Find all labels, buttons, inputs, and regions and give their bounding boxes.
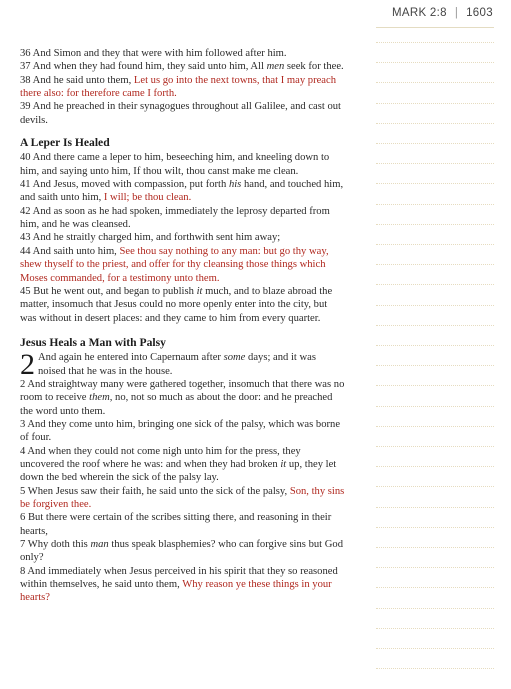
verse bbox=[20, 245, 345, 285]
verse-text: no, not so much as about the door: and he preached the word unto them. bbox=[20, 392, 333, 417]
verse-number: 7 bbox=[20, 539, 26, 551]
note-line bbox=[376, 385, 494, 386]
verse bbox=[20, 565, 345, 605]
chapter-reference: MARK 2:8 bbox=[392, 7, 447, 19]
note-line bbox=[376, 486, 494, 487]
verse-number: 36 bbox=[20, 48, 31, 59]
passage-mark-1-end bbox=[20, 47, 345, 127]
page-number: 1603 bbox=[466, 7, 493, 19]
note-line bbox=[376, 163, 494, 164]
notes-top-rule bbox=[376, 27, 494, 28]
verse-text: When Jesus saw their faith, he said unto the sick of the palsy, bbox=[27, 485, 290, 497]
verse-number: 6 bbox=[20, 512, 26, 524]
verse bbox=[20, 47, 345, 60]
verse-text: But he went out, and began to publish bbox=[33, 285, 197, 297]
note-line bbox=[376, 547, 494, 548]
verse-number: 8 bbox=[20, 565, 26, 577]
chapter-start bbox=[20, 348, 345, 605]
verse-text: man bbox=[90, 539, 109, 551]
verse bbox=[20, 285, 345, 325]
header-separator: | bbox=[454, 7, 459, 19]
verse-number: 4 bbox=[20, 445, 26, 457]
verse-number: 44 bbox=[20, 245, 31, 257]
verse bbox=[20, 378, 345, 418]
verse-text: thus speak blasphemies? who can forgive sins but God only? bbox=[20, 539, 344, 564]
verse-text: days; and it was noised that he was in the house. bbox=[38, 352, 317, 377]
verse-text: And Jesus, moved with compassion, put forth bbox=[32, 179, 229, 191]
verse-text: And there came a leper to him, beseeching him, and kneeling down to him, and saying unto him, If thou wilt, thou canst make me clean. bbox=[20, 152, 330, 177]
running-header bbox=[392, 7, 493, 19]
verse-text: much, and to blaze abroad the matter, insomuch that Jesus could no more openly enter into the city, but was without in desert places: and they came to him from every quarter. bbox=[20, 285, 333, 324]
verse-text: And he preached in their synagogues throughout all Galilee, and cast out devils. bbox=[20, 101, 341, 126]
note-line bbox=[376, 62, 494, 63]
note-line bbox=[376, 284, 494, 285]
note-line bbox=[376, 446, 494, 447]
verse-text: But there were certain of the scribes sitting there, and reasoning in their hearts, bbox=[20, 512, 332, 537]
verse bbox=[20, 231, 345, 244]
verse-text: And when they could not come nigh unto him for the press, they uncovered the roof where he was: and when they had broken bbox=[20, 445, 301, 470]
verse-text: And as soon as he had spoken, immediately the leprosy departed from him, and he was cleansed. bbox=[20, 205, 330, 231]
verse bbox=[20, 538, 345, 565]
note-line bbox=[376, 224, 494, 225]
note-line bbox=[376, 628, 494, 629]
note-line bbox=[376, 204, 494, 205]
verse-text: Why doth this bbox=[27, 539, 91, 551]
verse-text: seek for thee. bbox=[284, 61, 344, 73]
verse-number: 37 bbox=[20, 61, 31, 73]
verse-text: them, bbox=[89, 392, 113, 404]
verse-number: 38 bbox=[20, 74, 31, 86]
verse-text: And saith unto him, bbox=[32, 245, 120, 257]
note-line bbox=[376, 365, 494, 366]
note-line bbox=[376, 82, 494, 83]
section-heading-palsy: Jesus Heals a Man with Palsy bbox=[20, 335, 166, 349]
verse bbox=[20, 100, 345, 127]
note-line bbox=[376, 103, 494, 104]
verse-text: And immediately when Jesus perceived in his spirit that they so reasoned within themselves, he said unto them, bbox=[20, 565, 338, 591]
verse bbox=[20, 74, 345, 101]
words-of-christ: Let us go into the next towns, that I may preach there also: for therefore came I forth. bbox=[20, 74, 337, 100]
note-line bbox=[376, 42, 494, 43]
note-line bbox=[376, 143, 494, 144]
verse-text: some bbox=[223, 352, 246, 364]
verse-text: men bbox=[266, 61, 285, 73]
verse-number: 42 bbox=[20, 205, 31, 217]
words-of-christ: Why reason ye these things in your hearts? bbox=[20, 579, 332, 604]
note-line bbox=[376, 183, 494, 184]
words-of-christ: See thou say nothing to any man: but go thy way, shew thyself to the priest, and offer for thy cleansing those things which Moses commanded, for a testimony unto them. bbox=[20, 245, 329, 284]
verse-text: hand, and touched him, and saith unto him, bbox=[20, 179, 344, 204]
note-line bbox=[376, 466, 494, 467]
section-heading-leper: A Leper Is Healed bbox=[20, 136, 110, 150]
verse-text: up, they let down the bed wherein the sick of the palsy lay. bbox=[20, 458, 337, 484]
verse bbox=[20, 445, 345, 485]
note-line bbox=[376, 507, 494, 508]
note-line bbox=[376, 305, 494, 306]
verse bbox=[20, 151, 345, 178]
note-line bbox=[376, 668, 494, 669]
verse-number: 3 bbox=[20, 418, 26, 430]
passage-palsy-healed bbox=[20, 348, 345, 605]
verse bbox=[20, 418, 345, 445]
verse bbox=[20, 178, 345, 205]
verse-text: it bbox=[280, 458, 287, 470]
verse-text: And he said unto them, bbox=[32, 74, 134, 86]
note-line bbox=[376, 426, 494, 427]
verse-number: 45 bbox=[20, 285, 31, 297]
verse-number: 39 bbox=[20, 101, 31, 113]
verse bbox=[20, 511, 345, 538]
verse-number: 5 bbox=[20, 485, 26, 497]
note-line bbox=[376, 587, 494, 588]
verse-text: his bbox=[228, 179, 242, 191]
verse bbox=[20, 485, 345, 512]
verse-text: And Simon and they that were with him followed after him. bbox=[32, 48, 287, 59]
verse bbox=[20, 205, 345, 232]
note-line bbox=[376, 608, 494, 609]
verse bbox=[20, 60, 345, 73]
verse-text: And straightway many were gathered together, insomuch that there was no room to receive bbox=[20, 378, 345, 404]
words-of-christ: I will; be thou clean. bbox=[103, 192, 192, 204]
note-line bbox=[376, 244, 494, 245]
verse-text: And he straitly charged him, and forthwith sent him away; bbox=[32, 232, 281, 244]
verse-text: And when they had found him, they said unto him, All bbox=[32, 61, 267, 73]
words-of-christ: Son, thy sins be forgiven thee. bbox=[20, 485, 345, 510]
verse-text: it bbox=[196, 285, 203, 297]
note-line bbox=[376, 123, 494, 124]
notes-column bbox=[376, 42, 496, 682]
verse-number: 41 bbox=[20, 179, 31, 191]
note-line bbox=[376, 527, 494, 528]
passage-leper-healed bbox=[20, 151, 345, 324]
verse-text: And they come unto him, bringing one sick of the palsy, which was borne of four. bbox=[20, 418, 341, 444]
verse-number: 43 bbox=[20, 232, 31, 244]
scripture-column bbox=[20, 47, 345, 605]
note-line bbox=[376, 325, 494, 326]
note-line bbox=[376, 406, 494, 407]
verse-text: And again he entered into Capernaum after bbox=[38, 352, 224, 364]
note-line bbox=[376, 648, 494, 649]
note-line bbox=[376, 567, 494, 568]
note-line bbox=[376, 264, 494, 265]
note-line bbox=[376, 345, 494, 346]
chapter-number-dropcap: 2 bbox=[20, 348, 35, 382]
verse bbox=[20, 348, 345, 382]
verse-number: 2 bbox=[20, 378, 26, 390]
verse-number: 40 bbox=[20, 152, 31, 164]
